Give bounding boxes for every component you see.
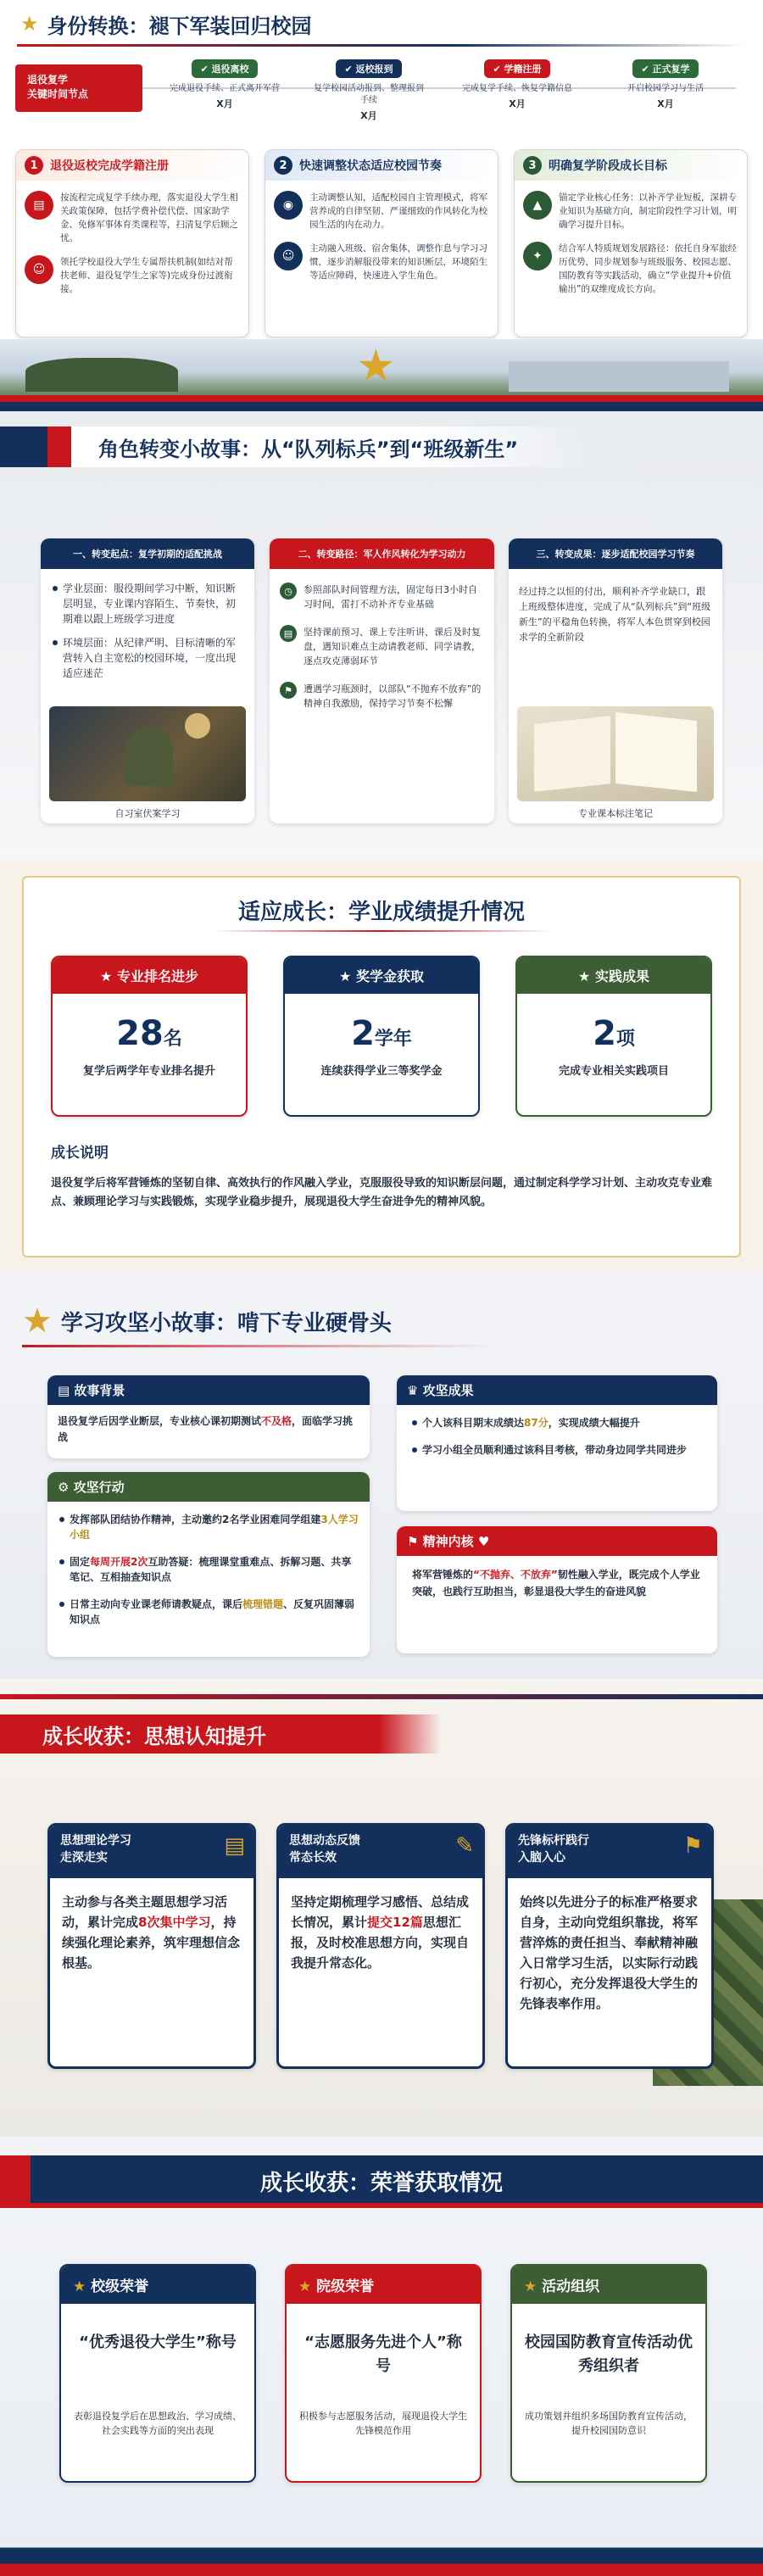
photo-caption: 自习室伏案学习 [114, 808, 181, 819]
gold-star-icon: ★ [356, 341, 396, 392]
book-icon: ▤ [224, 1833, 245, 1859]
book-icon: ▤ [58, 1383, 75, 1398]
stripe [0, 2203, 763, 2208]
section-thought [0, 1679, 763, 2137]
stat-card-practice: ★ 实践成果 2项 完成专业相关实践项目 [515, 956, 712, 1117]
clock-icon: ◷ [280, 583, 297, 599]
heart-icon: ♥ [473, 1534, 490, 1549]
title-underline [212, 930, 551, 932]
trophy-icon: ♛ [407, 1383, 423, 1398]
section-title: 成长收获：思想认知提升 [42, 1724, 266, 1748]
timeline-step: ✔ 正式复学 开启校园学习与生活 X月 [610, 59, 721, 110]
star-icon: ★ [100, 968, 117, 984]
story-column-3: 三、转变成果：逐步适配校园学习节奏 经过持之以恒的付出，顺利补齐学业缺口，跟上班级整体进度，完成了从“队列标兵”到“班级新生”的平稳角色转换，将军人本色贯穿到校园求学的全新阶段 专业课本标注笔记 [509, 538, 722, 823]
stat-value: 2 [351, 1014, 375, 1053]
section-header [0, 5, 373, 42]
stat-card-scholarship: ★ 奖学金获取 2学年 连续获得学业三等奖学金 [283, 956, 480, 1117]
head-icon: ◉ [274, 191, 303, 220]
book-icon: ▤ [280, 625, 297, 642]
flag-icon: ⚑ [407, 1534, 423, 1549]
stat-value: 28 [116, 1014, 164, 1053]
star-icon: ★ [524, 2278, 543, 2295]
group-icon: ☺ [274, 242, 303, 270]
star-icon: ★ [73, 2278, 92, 2295]
story-action-card: ⚙ 攻坚行动 发挥部队团结协作精神，主动邀约2名学业困难同学组建3人学习小组 固定每周开展2次互助答疑：梳理课堂重难点、拆解习题、共享笔记、互相抽查知识点 日常主动向专业课老师请教疑点，课后梳理错题、反复巩固薄弱知识点 [47, 1472, 370, 1657]
badge-icon: ✦ [523, 242, 552, 270]
section-title: 角色转变小故事：从“队列标兵”到“班级新生” [98, 437, 519, 461]
star-icon: ★ [22, 1302, 53, 1341]
story-column-1: 一、转变起点：复学初期的适配挑战 学业层面：服役期间学习中断，知识断层明显，专业课内容陌生、节奏快，初期难以跟上班级学习进度 环境层面：从纪律严明、目标清晰的军营转入自主宽松的校园环境，一度出现适应迷茫 自习室伏案学习 [41, 538, 254, 823]
section-title: 学习攻坚小故事：啃下专业硬骨头 [60, 1310, 392, 1336]
section-title: 成长收获：荣誉获取情况 [259, 2171, 503, 2196]
thought-card-1: 思想理论学习 走深走实 ▤ 主动参与各类主题思想学习活动，累计完成8次集中学习，持续强化理论素养，筑牢理想信念根基。 [47, 1823, 256, 2069]
thought-card-2: 思想动态反馈 常态长效 ✎ 坚持定期梳理学习感悟、总结成长情况，累计提交12篇思想汇报，及时校准思想方向，实现自我提升常态化。 [276, 1823, 485, 2069]
timeline-step: ✔ 学籍注册 完成复学手续、恢复学籍信息 X月 [462, 59, 572, 110]
honor-card-activity: ★ 活动组织 校园国防教育宣传活动优秀组织者 成功策划并组织多场国防教育宣传活动，提升校园国防意识 [510, 2264, 707, 2483]
identity-card-2: 2 快速调整状态适应校园节奏 ◉ 主动调整认知，适配校园自主管理模式，将军营养成的自律坚韧、严谨细致的作风转化为校园生活的内在动力。 ☺ 主动融入班级、宿舍集体，调整作息与学习习惯，逐步消解服役带来的知识断层，环境陌生等适应障碍，快速进入学生角色。 [265, 149, 498, 337]
timeline-step: ✔ 返校报到 复学校园活动报到、整理报到手续 X月 [314, 59, 424, 122]
story-spirit-card: ⚑ 精神内核 ♥ 将军营锤炼的“不抛弃、不放弃”韧性融入学业，既完成个人学业突破，也践行互助担当，彰显退役大学生的奋进风貌 [397, 1526, 717, 1653]
section-header [0, 427, 593, 467]
people-icon: ☺ [25, 255, 53, 284]
flag-ribbon [0, 427, 31, 467]
star-icon: ★ [20, 12, 39, 36]
section-header [22, 1302, 392, 1340]
identity-card-1: 1 退役返校完成学籍注册 ▤ 按流程完成复学手续办理，落实退役大学生相关政策保障，包括学费补偿代偿、国家助学金、免修军事体育类课程等，扫清复学后顾之忧。 ☺ 领托学校退役大学生专属帮扶机制(如结对帮扶老师、退役复学生之家等)完成身份过渡衔接。 [15, 149, 249, 337]
document-icon: ▤ [25, 191, 53, 220]
title-underline [22, 1345, 497, 1347]
section-header [0, 1715, 441, 1754]
section-story-role [0, 411, 763, 861]
stat-value: 2 [593, 1014, 616, 1053]
honor-card-college: ★ 院级荣誉 “志愿服务先进个人”称号 积极参与志愿服务活动，展现退役大学生先锋模范作用 [285, 2264, 482, 2483]
identity-card-3: 3 明确复学阶段成长目标 ▲ 锚定学业核心任务：以补齐学业短板，深耕专业知识为基础方向，制定阶段性学习计划，明确学习提升目标。 ✦ 结合军人特质规划发展路径：依托自身军旅经历优势，同步规划参与班级服务、校园志愿、国防教育等实践活动，确立“学业提升+价值输出”的双维度成长方向。 [514, 149, 748, 337]
section-honor [0, 2137, 763, 2576]
gear-icon: ⚙ [58, 1480, 74, 1495]
section-title: 身份转换：褪下军装回归校园 [47, 14, 312, 38]
notebook-icon: ✎ [455, 1833, 474, 1859]
timeline-step: ✔ 退役离校 完成退役手续、正式离开军营 X月 [170, 59, 280, 110]
section-title: 适应成长：学业成绩提升情况 [237, 900, 525, 925]
flag-icon: ⚑ [280, 682, 297, 699]
thought-card-3: 先锋标杆践行 入脑入心 ⚑ 始终以先进分子的标准严格要求自身，主动向党组织靠拢，将军营淬炼的责任担当、奉献精神融入日常学习生活，以实际行动践行初心，充分发挥退役大学生的先锋表率作用。 [505, 1823, 714, 2069]
star-icon: ★ [339, 968, 356, 984]
timeline-label: 退役复学 关键时间节点 [15, 64, 142, 112]
study-photo [49, 706, 246, 801]
section-story-study [0, 1272, 763, 1679]
star-icon: ★ [298, 2278, 317, 2295]
bottom-stripe [0, 2535, 763, 2576]
number-badge: 3 [523, 156, 542, 175]
flag-icon: ⚑ [682, 1833, 703, 1859]
campus-scene [0, 339, 763, 411]
title-underline [17, 44, 746, 47]
story-result-card: ♛ 攻坚成果 个人该科目期末成绩达87分，实现成绩大幅提升 学习小组全员顺利通过该科目考核，带动身边同学共同进步 [397, 1375, 717, 1511]
notes-photo [517, 706, 714, 801]
note-title: 成长说明 [51, 1145, 109, 1162]
note-text: 退役复学后将军营锤炼的坚韧自律、高效执行的作风融入学业，克服服役导致的知识断层问题，通过制定科学学习计划、主动攻克专业难点、兼顾理论学习与实践锻炼，实现学业稳步提升，展现退役大学生奋进争先的精神风貌。 [51, 1177, 713, 1208]
photo-caption: 专业课本标注笔记 [578, 808, 653, 819]
number-badge: 2 [274, 156, 292, 175]
story-column-2: 二、转变路径：军人作风转化为学习动力 ◷ 参照部队时间管理方法，固定每日3小时自习时间，雷打不动补齐专业基础 ▤ 坚持课前预习、课上专注听讲、课后及时复盘，遇知识难点主动请教老师、同学请教，逐点攻克薄弱环节 ⚑ 遭遇学习瓶颈时，以部队“不抛弃不放弃”的精神自我激励，保持学习节奏不松懈 [270, 538, 494, 823]
stat-card-rank: ★ 专业排名进步 28名 复学后两学年专业排名提升 [51, 956, 248, 1117]
graduation-cap-icon: ▲ [523, 191, 552, 220]
honor-card-school: ★ 校级荣誉 “优秀退役大学生”称号 表彰退役复学后在思想政治、学习成绩、社会实践等方面的突出表现 [59, 2264, 256, 2483]
top-stripe [0, 1694, 763, 1699]
section-identity [0, 0, 763, 411]
star-icon: ★ [578, 968, 595, 984]
section-academic [0, 861, 763, 1272]
number-badge: 1 [25, 156, 43, 175]
story-background-card: ▤ 故事背景 退役复学后因学业断层，专业核心课初期测试不及格，面临学习挑战 [47, 1375, 370, 1458]
